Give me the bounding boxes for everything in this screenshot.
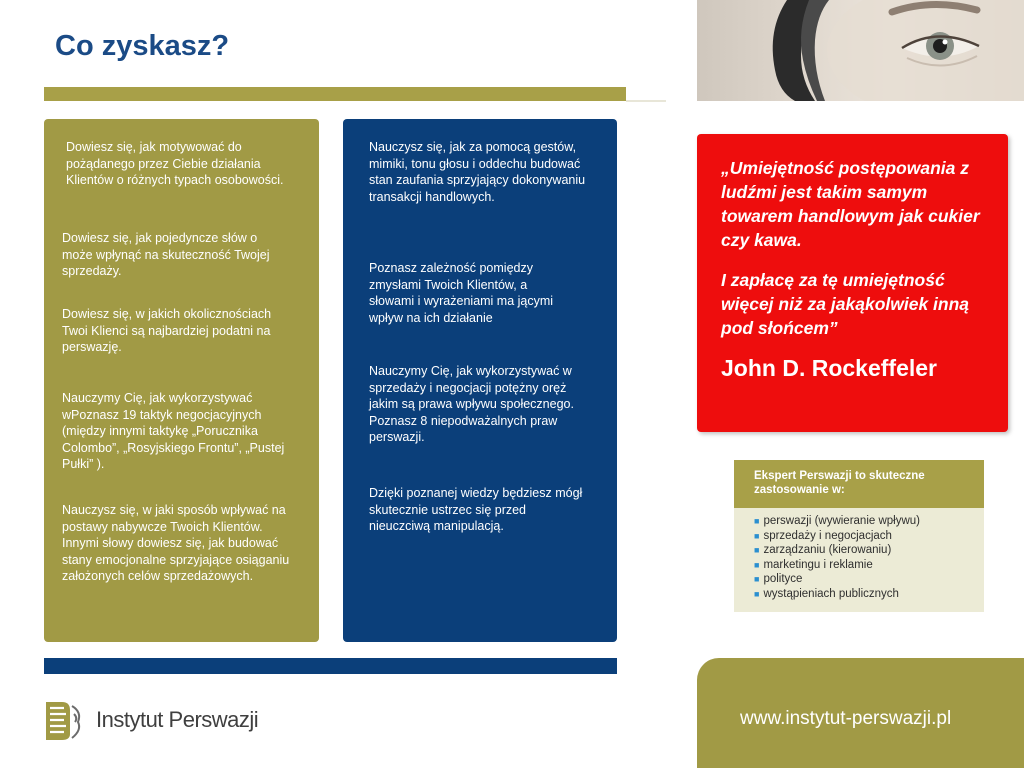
logo-text: Instytut Perswazji	[96, 707, 259, 732]
quote-author: John D. Rockeffeler	[721, 355, 937, 381]
top-olive-bar	[44, 87, 626, 101]
benefit-text: Dowiesz się, jak pojedyncze słów o może wpłynąć na skuteczność Twojej sprzedaży.	[62, 231, 270, 278]
list-item: ■ zarządzaniu (kierowaniu)	[754, 544, 892, 556]
benefit-text: Dzięki poznanej wiedzy będziesz mógł skutecznie ustrzec się przed nieuczciwą manipulacją.	[369, 486, 583, 533]
list-item: ■ marketingu i reklamie	[754, 558, 873, 571]
benefit-text: Nauczysz się, jak za pomocą gestów, mimiki, tonu głosu i oddechu budować stan zaufania sprzyjający dokonywaniu transakcji handlowych.	[369, 140, 586, 204]
list-item: ■ wystąpieniach publicznych	[754, 587, 899, 600]
header-photo	[697, 0, 1024, 101]
benefit-text: Nauczysz się, w jaki sposób wpływać na postawy nabywcze Twoich Klientów. Innymi słowy dowiesz się, jak budować stany emocjonalne sprzyjające osiąganiu założonych celów sprzedażowych.	[62, 503, 290, 583]
footer-panel	[697, 658, 1024, 768]
benefit-text: Nauczymy Cię, jak wykorzystywać w sprzedaży i negocjacji potężny oręż jakim są prawa wpływu społecznego. Poznasz 8 niepodważalnych praw perswazji.	[369, 364, 574, 444]
list-item: ■ perswazji (wywieranie wpływu)	[754, 515, 921, 527]
bullet-icon: ■	[754, 545, 760, 555]
benefit-text: Poznasz zależność pomiędzy zmysłami Twoich Klientów, a słowami i wyrażeniami ma jącymi wpływ na ich działanie	[369, 261, 554, 325]
benefit-text: Dowiesz się, jak motywować do pożądanego przez Ciebie działania Klientów o różnych typach osobowości.	[66, 140, 284, 187]
bullet-icon: ■	[754, 516, 760, 526]
benefit-text: Dowiesz się, w jakich okolicznościach Twoi Klienci są najbardziej podatni na perswazję.	[62, 307, 272, 354]
logo-icon	[44, 700, 84, 742]
benefit-text: Nauczymy Cię, jak wykorzystywać wPoznasz 19 taktyk negocjacyjnych (między innymi taktykę „Porucznika Colombo”, „Rosyjskiego Frontu”, „Pustej Pułki” ).	[62, 391, 285, 471]
quote-box	[697, 134, 1008, 432]
list-item: ■ sprzedaży i negocjacjach	[754, 529, 892, 542]
quote-text: I zapłacę za tę umiejętność więcej niż za jakąkolwiek inną pod słońcem”	[721, 270, 970, 338]
expert-list	[734, 508, 984, 601]
top-divider	[626, 100, 666, 102]
bullet-icon: ■	[754, 574, 760, 584]
expert-heading: Ekspert Perswazji to skuteczne zastosowanie w:	[734, 460, 984, 508]
benefits-column-olive	[44, 119, 319, 642]
page-title: Co zyskasz?	[55, 30, 230, 62]
bottom-blue-bar	[44, 658, 617, 674]
bullet-icon: ■	[754, 588, 760, 599]
quote-text: „Umiejętność postępowania z ludźmi jest takim samym towarem handlowym jak cukier czy kawa.	[721, 158, 980, 250]
bullet-icon: ■	[754, 530, 760, 541]
expert-box	[734, 460, 984, 612]
logo	[44, 700, 284, 746]
list-item: ■ polityce	[754, 573, 803, 585]
bullet-icon: ■	[754, 559, 760, 570]
benefits-column-blue	[343, 119, 617, 642]
website-link[interactable]: www.instytut-perswazji.pl	[740, 708, 952, 729]
